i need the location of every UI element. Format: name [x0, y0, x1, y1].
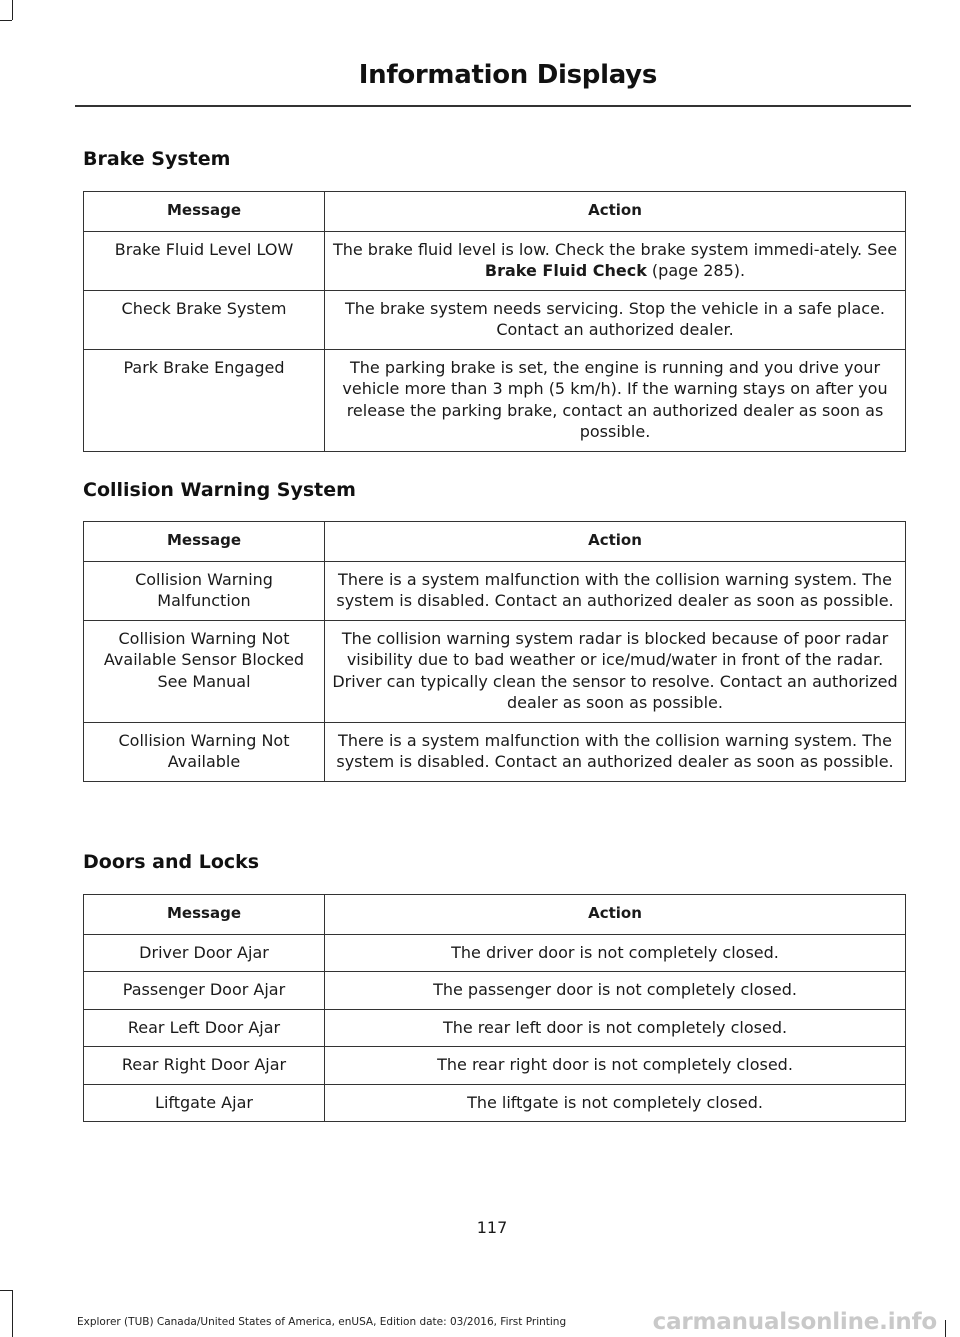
action-cell: The collision warning system radar is blocked because of poor radar visibility due to bad weather or ice/mud/water in front of the radar. Driver can typically clean the sensor to resolve. Contact an authorized dealer as soon as possible.	[325, 620, 906, 722]
table-header-row	[84, 192, 906, 232]
action-cell: The driver door is not completely closed.	[325, 934, 906, 972]
message-cell: Collision Warning Not Available Sensor Blocked See Manual	[84, 620, 325, 722]
action-cell: The liftgate is not completely closed.	[325, 1084, 906, 1122]
table-row	[84, 1009, 906, 1047]
message-column-header: Message	[84, 522, 325, 562]
action-cell: The brake system needs servicing. Stop the vehicle in a safe place. Contact an authorized dealer.	[325, 290, 906, 349]
crop-mark	[12, 1290, 13, 1337]
action-column-header: Action	[325, 895, 906, 935]
crop-mark	[945, 1320, 946, 1337]
action-cell: There is a system malfunction with the collision warning system. The system is disabled. Contact an authorized dealer as soon as possible.	[325, 561, 906, 620]
crop-mark	[0, 1290, 12, 1291]
table-row	[84, 349, 906, 451]
crop-mark	[12, 0, 13, 20]
section-title-brake-system: Brake System	[83, 148, 231, 170]
doors-and-locks-table	[83, 894, 906, 1122]
table-row	[84, 1047, 906, 1085]
message-cell: Liftgate Ajar	[84, 1084, 325, 1122]
action-column-header: Action	[325, 522, 906, 562]
action-column-header: Action	[325, 192, 906, 232]
table-row	[84, 231, 906, 290]
message-cell: Rear Left Door Ajar	[84, 1009, 325, 1047]
brake-system-table	[83, 191, 906, 452]
message-cell: Brake Fluid Level LOW	[84, 231, 325, 290]
action-cell: The passenger door is not completely closed.	[325, 972, 906, 1010]
action-cell: The rear right door is not completely closed.	[325, 1047, 906, 1085]
message-cell: Park Brake Engaged	[84, 349, 325, 451]
message-column-header: Message	[84, 192, 325, 232]
header-rule	[75, 105, 911, 107]
message-cell: Rear Right Door Ajar	[84, 1047, 325, 1085]
table-header-row	[84, 895, 906, 935]
page-reference: (page 285).	[646, 261, 746, 280]
action-cell	[325, 231, 906, 290]
table-row	[84, 290, 906, 349]
section-title-doors-and-locks: Doors and Locks	[83, 851, 260, 873]
message-column-header: Message	[84, 895, 325, 935]
action-cell: The rear left door is not completely closed.	[325, 1009, 906, 1047]
table-row	[84, 1084, 906, 1122]
action-cell: There is a system malfunction with the collision warning system. The system is disabled. Contact an authorized dealer as soon as possible.	[325, 722, 906, 781]
collision-warning-table	[83, 521, 906, 782]
table-row	[84, 972, 906, 1010]
action-cell: The parking brake is set, the engine is running and you drive your vehicle more than 3 mph (5 km/h). If the warning stays on after you release the parking brake, contact an authorized dealer as soon as possible.	[325, 349, 906, 451]
message-cell: Driver Door Ajar	[84, 934, 325, 972]
table-row	[84, 561, 906, 620]
table-row	[84, 722, 906, 781]
table-row	[84, 620, 906, 722]
message-cell: Passenger Door Ajar	[84, 972, 325, 1010]
chapter-title: Information Displays	[358, 60, 657, 90]
cross-reference-link[interactable]: Brake Fluid Check	[484, 261, 647, 280]
table-row	[84, 934, 906, 972]
footer-edition-info: Explorer (TUB) Canada/United States of America, enUSA, Edition date: 03/2016, First Printing	[77, 1316, 567, 1328]
action-text: The brake fluid level is low. Check the brake system immedi-ately. See	[332, 239, 898, 259]
page-number: 117	[476, 1218, 508, 1237]
watermark: carmanualsonline.info	[652, 1309, 937, 1335]
message-cell: Collision Warning Malfunction	[84, 561, 325, 620]
message-cell: Check Brake System	[84, 290, 325, 349]
table-header-row	[84, 522, 906, 562]
crop-mark	[0, 20, 12, 21]
section-title-collision-warning: Collision Warning System	[83, 479, 356, 501]
message-cell: Collision Warning Not Available	[84, 722, 325, 781]
